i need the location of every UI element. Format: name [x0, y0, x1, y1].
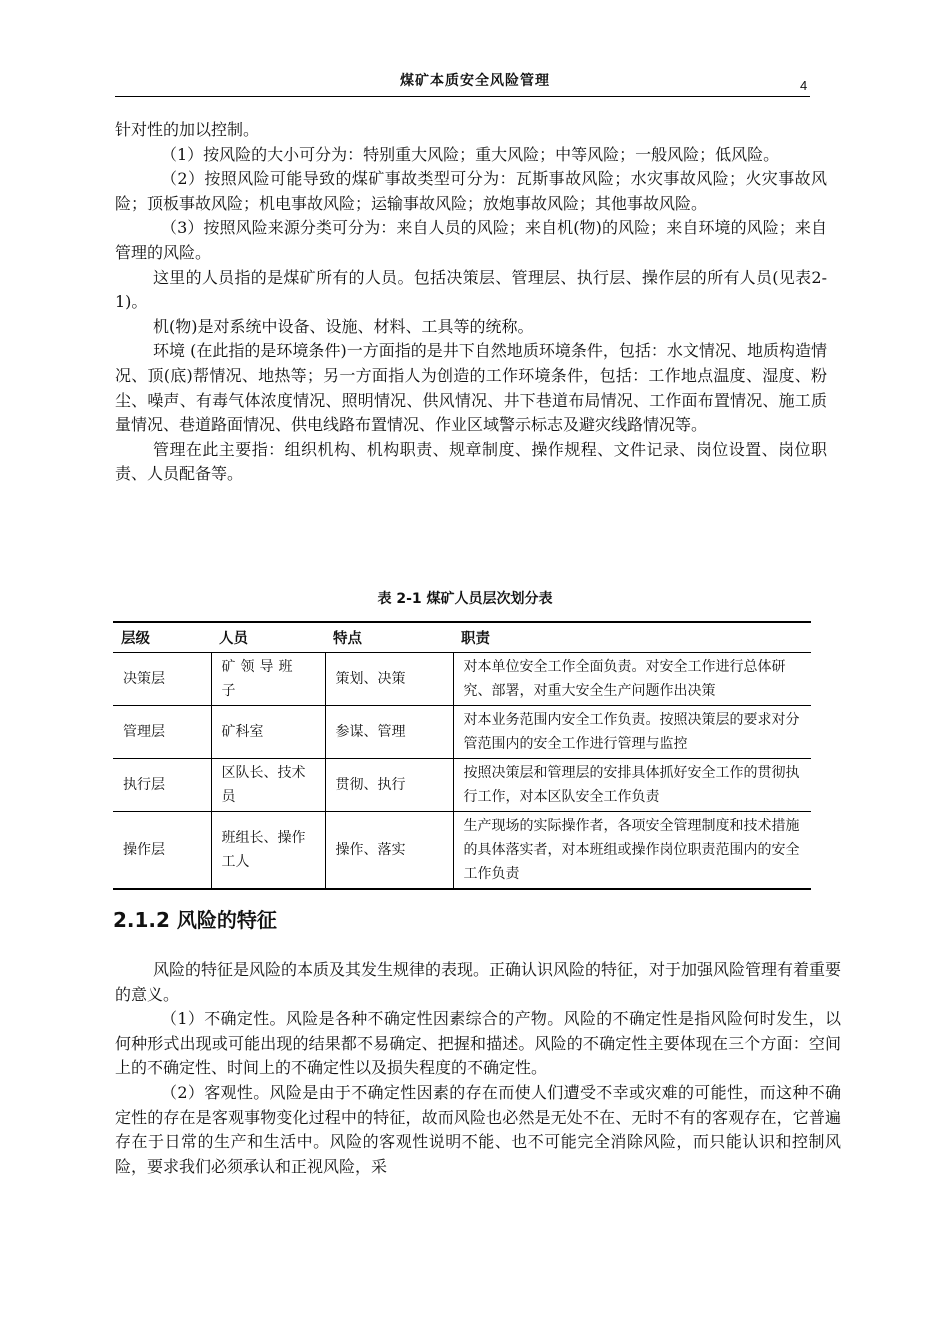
- paragraph-risk-features: 风险的特征是风险的本质及其发生规律的表现。正确认识风险的特征，对于加强风险管理有着重要的意义。: [115, 960, 842, 1004]
- table-header-row: [113, 622, 811, 653]
- paragraph-risk-accident-type: （2）按照风险可能导致的煤矿事故类型可分为：瓦斯事故风险；水灾事故风险；火灾事故风险；顶板事故风险；机电事故风险；运输事故风险；放炮事故风险；其他事故风险。: [115, 169, 827, 213]
- table-row: [113, 653, 811, 706]
- header-duty: 职责: [453, 622, 811, 653]
- cell-feature: 参谋、管理: [325, 706, 453, 759]
- table-caption: 表 2-1 煤矿人员层次划分表: [377, 591, 553, 607]
- paragraph: 针对性的加以控制。: [115, 120, 260, 139]
- body-text-section: [115, 958, 841, 1179]
- cell-person: 矿领导班子: [211, 653, 325, 706]
- cell-level: 执行层: [113, 759, 211, 812]
- cell-feature: 策划、决策: [325, 653, 453, 706]
- personnel-level-table: [113, 621, 811, 890]
- table-row: [113, 759, 811, 812]
- paragraph-machine: 机(物)是对系统中设备、设施、材料、工具等的统称。: [153, 316, 534, 336]
- cell-duty: 对本单位安全工作全面负责。对安全工作进行总体研究、部署，对重大安全生产问题作出决策: [453, 653, 811, 706]
- paragraph-risk-size: （1）按风险的大小可分为：特别重大风险；重大风险；中等风险；一般风险；低风险。: [161, 144, 780, 164]
- header-divider: [115, 96, 810, 97]
- header-person: 人员: [211, 622, 325, 653]
- cell-person: 矿科室: [211, 706, 325, 759]
- header-level: 层级: [113, 622, 211, 653]
- table-row: [113, 812, 811, 890]
- paragraph-personnel: 这里的人员指的是煤矿所有的人员。包括决策层、管理层、执行层、操作层的所有人员(见表2-1)。: [115, 267, 827, 312]
- paragraph-management: 管理在此主要指：组织机构、机构职责、规章制度、操作规程、文件记录、岗位设置、岗位职责、人员配备等。: [115, 439, 827, 484]
- cell-person: 班组长、操作工人: [211, 812, 325, 890]
- page-number: 4: [800, 78, 808, 93]
- paragraph-objectivity: （2）客观性。风险是由于不确定性因素的存在而使人们遭受不幸或灾难的可能性，而这种不确定性的存在是客观事物变化过程中的特征，故而风险也必然是无处不在、无时不有的客观存在，它普遍存在于日常的生产和生活中。风险的客观性说明不能、也不可能完全消除风险，而只能认识和控制风险，要求我们必须承认和正视风险，采: [115, 1082, 841, 1176]
- paragraph-environment: 环境 (在此指的是环境条件)一方面指的是井下自然地质环境条件，包括：水文情况、地质构造情况、顶(底)帮情况、地热等；另一方面指人为创造的工作环境条件，包括：工作地点温度、湿度、粉尘、噪声、有毒气体浓度情况、照明情况、供风情况、井下巷道布局情况、工作面布置情况、施工质量情况、巷道路面情况、供电线路布置情况、作业区域警示标志及避灾线路情况等。: [115, 341, 827, 435]
- cell-level: 操作层: [113, 812, 211, 890]
- cell-person: 区队长、技术员: [211, 759, 325, 812]
- paragraph-uncertainty: （1）不确定性。风险是各种不确定性因素综合的产物。风险的不确定性是指风险何时发生，以何种形式出现或可能出现的结果都不易确定、把握和描述。风险的不确定性主要体现在三个方面：空间上的不确定性、时间上的不确定性以及损失程度的不确定性。: [115, 1009, 841, 1078]
- section-heading: 2.1.2 风险的特征: [113, 908, 277, 932]
- cell-duty: 按照决策层和管理层的安排具体抓好安全工作的贯彻执行工作，对本区队安全工作负责: [453, 759, 811, 812]
- cell-feature: 贯彻、执行: [325, 759, 453, 812]
- cell-level: 决策层: [113, 653, 211, 706]
- cell-feature: 操作、落实: [325, 812, 453, 890]
- cell-level: 管理层: [113, 706, 211, 759]
- cell-duty: 对本业务范围内安全工作负责。按照决策层的要求对分管范围内的安全工作进行管理与监控: [453, 706, 811, 759]
- running-header-title: 煤矿本质安全风险管理: [400, 73, 550, 89]
- body-text-top: [115, 118, 827, 487]
- header-feature: 特点: [325, 622, 453, 653]
- paragraph-risk-source: （3）按照风险来源分类可分为：来自人员的风险；来自机(物)的风险；来自环境的风险；来自管理的风险。: [115, 218, 827, 262]
- cell-duty: 生产现场的实际操作者，各项安全管理制度和技术措施的具体落实者，对本班组或操作岗位职责范围内的安全工作负责: [453, 812, 811, 890]
- table-row: [113, 706, 811, 759]
